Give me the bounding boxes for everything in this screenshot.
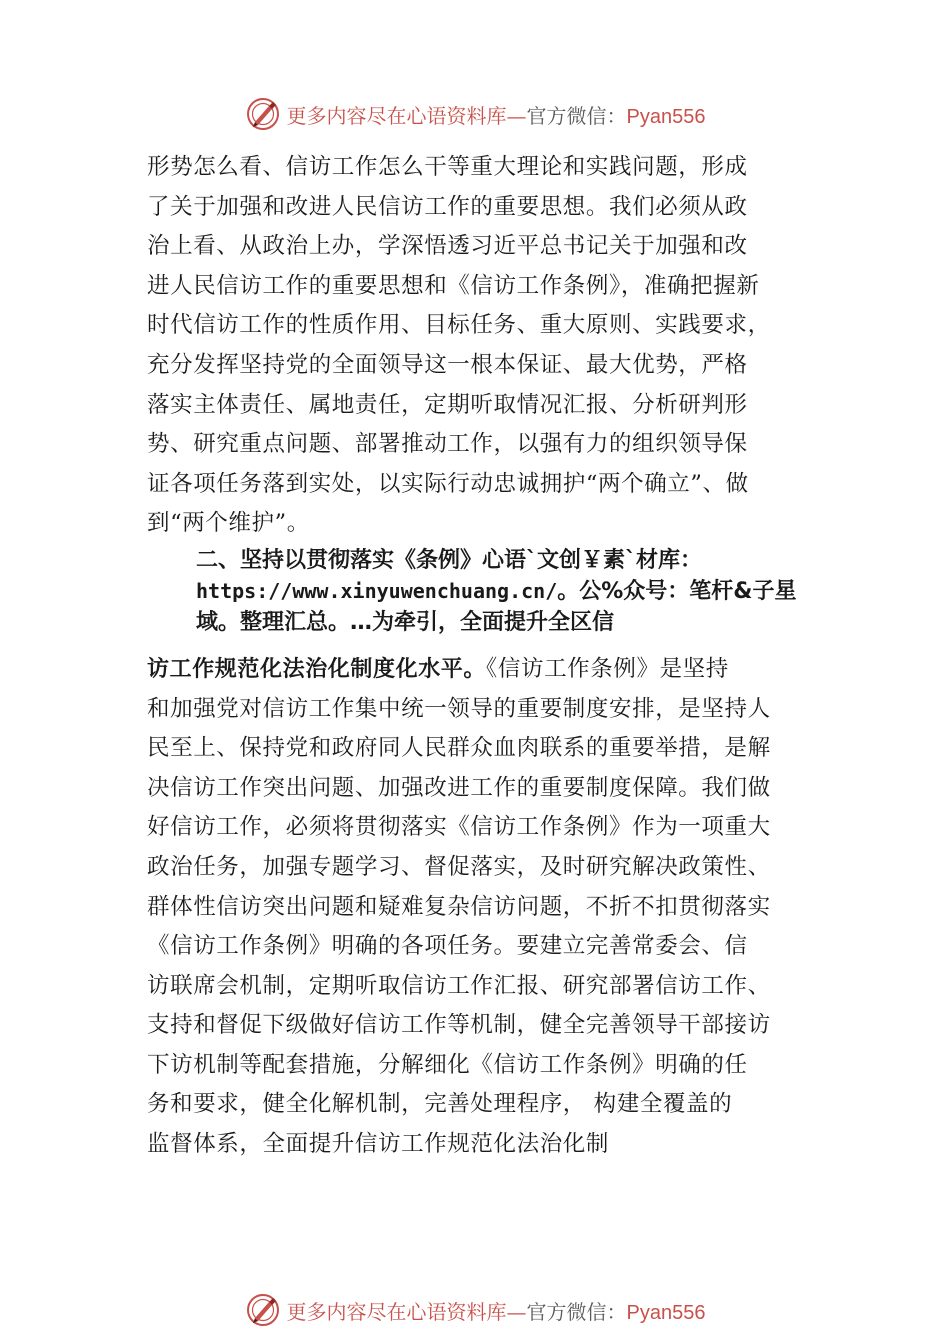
text-line: 进人民信访工作的重要思想和《信访工作条例》，准确把握新	[147, 272, 760, 299]
section-heading-line-1: 二、坚持以贯彻落实《条例》心语`文创￥素`材库：	[196, 547, 703, 573]
text-line: 政治任务，加强专题学习、督促落实，及时研究解决政策性、	[147, 853, 771, 880]
heading-line-2-rest: 。公%众号：笔杆&子星	[557, 578, 797, 604]
section-heading-line-4	[147, 650, 827, 690]
section-heading-line-2	[147, 576, 827, 607]
text-line: 务和要求，健全化解机制，完善处理程序， 构建全覆盖的	[147, 1091, 733, 1118]
brand-logo-icon	[245, 96, 281, 132]
banner-text	[287, 100, 706, 129]
header-banner	[0, 94, 950, 134]
banner-main: 更多内容尽在心语资料库	[286, 103, 507, 128]
text-line: 了关于加强和改进人民信访工作的重要思想。我们必须从政	[147, 193, 748, 220]
paragraph-1	[147, 148, 827, 544]
section-heading-line-3: 域。整理汇总。…为牵引，全面提升全区信	[196, 609, 615, 635]
text-line: 支持和督促下级做好信访工作等机制，健全完善领导干部接访	[147, 1012, 771, 1039]
text-line: 充分发挥坚持党的全面领导这一根本保证、最大优势，严格	[147, 351, 748, 378]
text-line: 形势怎么看、信访工作怎么干等重大理论和实践问题，形成	[147, 154, 748, 180]
document-body	[147, 148, 827, 1165]
text-line: 民至上、保持党和政府同人民群众血肉联系的重要举措，是解	[147, 735, 771, 762]
text-line: 决信访工作突出问题、加强改进工作的重要制度保障。我们做	[147, 774, 771, 801]
banner-dash: —	[506, 1299, 527, 1324]
text-line: 势、研究重点问题、部署推动工作，以强有力的组织领导保	[147, 431, 748, 458]
text-line: 治上看、从政治上办，学深悟透习近平总书记关于加强和改	[147, 233, 748, 260]
banner-id: Pyan556	[626, 1301, 706, 1324]
paragraph-2	[147, 690, 827, 1165]
brand-logo-icon	[245, 1292, 281, 1328]
text-line: 证各项任务落到实处，以实际行动忠诚拥护“两个确立”、做	[147, 470, 749, 497]
text-line: 下访机制等配套措施，分解细化《信访工作条例》明确的任	[147, 1051, 748, 1078]
source-url: https://www.xinyuwenchuang.cn/	[196, 578, 558, 603]
text-line: 《信访工作条例》明确的各项任务。要建立完善常委会、信	[147, 933, 748, 960]
text-line: 监督体系，全面提升信访工作规范化法治化制	[147, 1131, 610, 1158]
heading-line-4-rest: 《信访工作条例》是坚持	[486, 655, 729, 682]
text-line: 到“两个维护”。	[147, 510, 310, 537]
text-line: 好信访工作，必须将贯彻落实《信访工作条例》作为一项重大	[147, 814, 771, 841]
banner-id: Pyan556	[626, 105, 706, 128]
text-line: 访联席会机制，定期听取信访工作汇报、研究部署信访工作、	[147, 972, 771, 999]
footer-banner	[0, 1290, 950, 1330]
text-line: 和加强党对信访工作集中统一领导的重要制度安排，是坚持人	[147, 695, 771, 722]
banner-main: 更多内容尽在心语资料库	[286, 1299, 507, 1324]
heading-bold-end: 访工作规范化法治化制度化水平。	[147, 656, 487, 682]
banner-sub: 官方微信：	[526, 103, 627, 128]
text-line: 落实主体责任、属地责任，定期听取情况汇报、分析研判形	[147, 391, 748, 418]
banner-sub: 官方微信：	[526, 1299, 627, 1324]
banner-text	[287, 1296, 706, 1325]
text-line: 时代信访工作的性质作用、目标任务、重大原则、实践要求，	[147, 312, 771, 339]
text-line: 群体性信访突出问题和疑难复杂信访问题，不折不扣贯彻落实	[147, 893, 771, 920]
banner-dash: —	[506, 103, 527, 128]
